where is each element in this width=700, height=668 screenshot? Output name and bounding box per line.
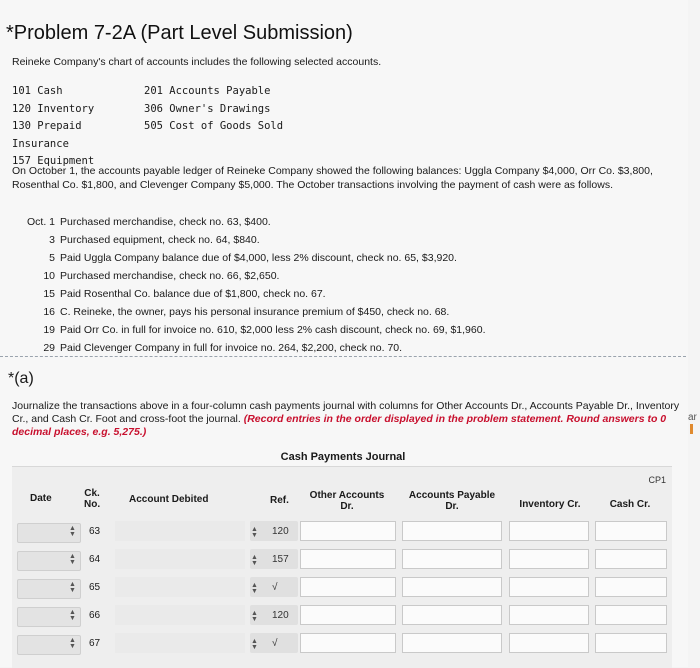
cash-input[interactable]: [595, 605, 667, 625]
cash-input[interactable]: [595, 549, 667, 569]
spinner-icon[interactable]: ▲ ▼: [251, 526, 258, 539]
journal-title: Cash Payments Journal: [280, 451, 406, 463]
account-row: [12, 83, 283, 101]
transaction-item: [12, 321, 652, 339]
transaction-text: Paid Rosenthal Co. balance due of $1,800, check no. 67.: [60, 288, 326, 300]
problem-title: *Problem 7-2A (Part Level Submission): [6, 22, 353, 44]
ref-value: 157: [272, 554, 289, 565]
header-inventory: Inventory Cr.: [519, 499, 581, 510]
transaction-date: 15: [43, 288, 55, 300]
header-cash: Cash Cr.: [609, 499, 651, 510]
transaction-item: [12, 231, 652, 249]
transaction-date: 5: [49, 252, 55, 264]
transaction-item: [12, 285, 652, 303]
spinner-icon[interactable]: ▲ ▼: [69, 637, 76, 650]
account-debited-select[interactable]: [115, 633, 245, 653]
accounts-payable-input[interactable]: [402, 633, 502, 653]
account-left: 101 Cash: [12, 85, 63, 97]
transaction-text: C. Reineke, the owner, pays his personal insurance premium of $450, check no. 68.: [60, 306, 450, 318]
transaction-date: Oct. 1: [26, 216, 55, 228]
inventory-input[interactable]: [509, 605, 589, 625]
accounts-payable-input[interactable]: [402, 577, 502, 597]
check-number: 63: [89, 526, 101, 537]
transaction-item: [12, 303, 652, 321]
accounts-payable-input[interactable]: [402, 549, 502, 569]
account-left: 130 Prepaid Insurance: [12, 120, 82, 150]
transaction-text: Paid Clevenger Company in full for invoice no. 264, $2,200, check no. 70.: [60, 342, 403, 354]
account-right: 505 Cost of Goods Sold: [144, 120, 284, 132]
cash-input[interactable]: [595, 577, 667, 597]
inventory-input[interactable]: [509, 549, 589, 569]
ref-value: 120: [272, 610, 289, 621]
account-left: 157 Equipment: [12, 155, 95, 167]
transaction-text: Purchased equipment, check no. 64, $840.: [60, 234, 260, 246]
transaction-item: [12, 249, 652, 267]
inventory-input[interactable]: [509, 577, 589, 597]
spinner-icon[interactable]: ▲ ▼: [69, 609, 76, 622]
transaction-text: Paid Orr Co. in full for invoice no. 610, $2,000 less 2% cash discount, check no. 69, $1,960.: [60, 324, 486, 336]
transaction-item: [12, 213, 652, 231]
header-ck-no: Ck. No.: [84, 488, 101, 510]
cash-input[interactable]: [595, 521, 667, 541]
other-accounts-input[interactable]: [300, 633, 396, 653]
spinner-icon[interactable]: ▲ ▼: [69, 581, 76, 594]
account-debited-select[interactable]: [115, 577, 245, 597]
other-accounts-input[interactable]: [300, 521, 396, 541]
account-row: [12, 118, 283, 153]
account-right: 306 Owner's Drawings: [144, 102, 271, 115]
edge-text: ar: [688, 412, 697, 423]
journal-row: [12, 633, 672, 661]
spinner-icon[interactable]: ▲ ▼: [251, 610, 258, 623]
ref-value: √: [272, 638, 278, 649]
instructions: [12, 400, 682, 439]
spinner-icon[interactable]: ▲ ▼: [69, 525, 76, 538]
inventory-input[interactable]: [509, 521, 589, 541]
part-label: *(a): [8, 370, 34, 387]
header-ref: Ref.: [270, 495, 289, 506]
journal-row: [12, 549, 672, 577]
ref-value: √: [272, 582, 278, 593]
header-accounts-payable: Accounts Payable Dr.: [408, 490, 496, 512]
spinner-icon[interactable]: ▲ ▼: [251, 582, 258, 595]
check-number: 64: [89, 554, 101, 565]
check-number: 66: [89, 610, 101, 621]
transaction-list: [12, 213, 652, 357]
transaction-date: 10: [43, 270, 55, 282]
journal-page-ref: CP1: [648, 475, 666, 485]
transaction-date: 3: [49, 234, 55, 246]
transaction-text: Purchased merchandise, check no. 63, $400.: [60, 216, 271, 228]
transaction-date: 16: [43, 306, 55, 318]
other-accounts-input[interactable]: [300, 577, 396, 597]
transaction-item: [12, 339, 652, 357]
journal-row: [12, 577, 672, 605]
inventory-input[interactable]: [509, 633, 589, 653]
journal-row: [12, 605, 672, 633]
check-number: 65: [89, 582, 101, 593]
header-account-debited: Account Debited: [129, 494, 209, 505]
journal-row: [12, 521, 672, 549]
edge-marker: [690, 424, 693, 434]
cash-payments-journal: [12, 466, 672, 668]
ledger-paragraph: On October 1, the accounts payable ledger of Reineke Company showed the following balances: Uggla Company $4,000, Orr Co. $3,800, Rosenthal Co. $1,800, and Clevenger Company $5,000. The October transactions involving the payment of cash were as follows.: [12, 165, 653, 191]
spinner-icon[interactable]: ▲ ▼: [251, 554, 258, 567]
other-accounts-input[interactable]: [300, 605, 396, 625]
instructions-note: (Record entries in the order displayed in the problem statement. Round answers to 0 decimal places, e.g. 5,275.): [12, 413, 667, 438]
account-debited-select[interactable]: [115, 605, 245, 625]
account-row: [12, 101, 283, 119]
spinner-icon[interactable]: ▲ ▼: [251, 638, 258, 651]
account-debited-select[interactable]: [115, 521, 245, 541]
accounts-payable-input[interactable]: [402, 521, 502, 541]
transaction-date: 29: [43, 342, 55, 354]
other-accounts-input[interactable]: [300, 549, 396, 569]
account-debited-select[interactable]: [115, 549, 245, 569]
intro-text: Reineke Company's chart of accounts includes the following selected accounts.: [12, 56, 382, 68]
account-left: 120 Inventory: [12, 102, 95, 115]
chart-of-accounts: [12, 83, 283, 171]
account-right: 201 Accounts Payable: [144, 85, 271, 97]
transaction-date: 19: [43, 324, 55, 336]
transaction-item: [12, 267, 652, 285]
header-date: Date: [30, 493, 52, 504]
accounts-payable-input[interactable]: [402, 605, 502, 625]
spinner-icon[interactable]: ▲ ▼: [69, 553, 76, 566]
header-other-accounts: Other Accounts Dr.: [309, 490, 385, 512]
check-number: 67: [89, 638, 101, 649]
section-divider: [0, 356, 686, 357]
transaction-text: Paid Uggla Company balance due of $4,000, less 2% discount, check no. 65, $3,920.: [60, 252, 457, 264]
ref-value: 120: [272, 526, 289, 537]
transaction-text: Purchased merchandise, check no. 66, $2,650.: [60, 270, 280, 282]
cash-input[interactable]: [595, 633, 667, 653]
instructions-text: Journalize the transactions above in a four-column cash payments journal with columns for Other Accounts Dr., Accounts Payable Dr., Inventory Cr., and Cash Cr. Foot and cross-foot the journal.: [12, 400, 680, 425]
